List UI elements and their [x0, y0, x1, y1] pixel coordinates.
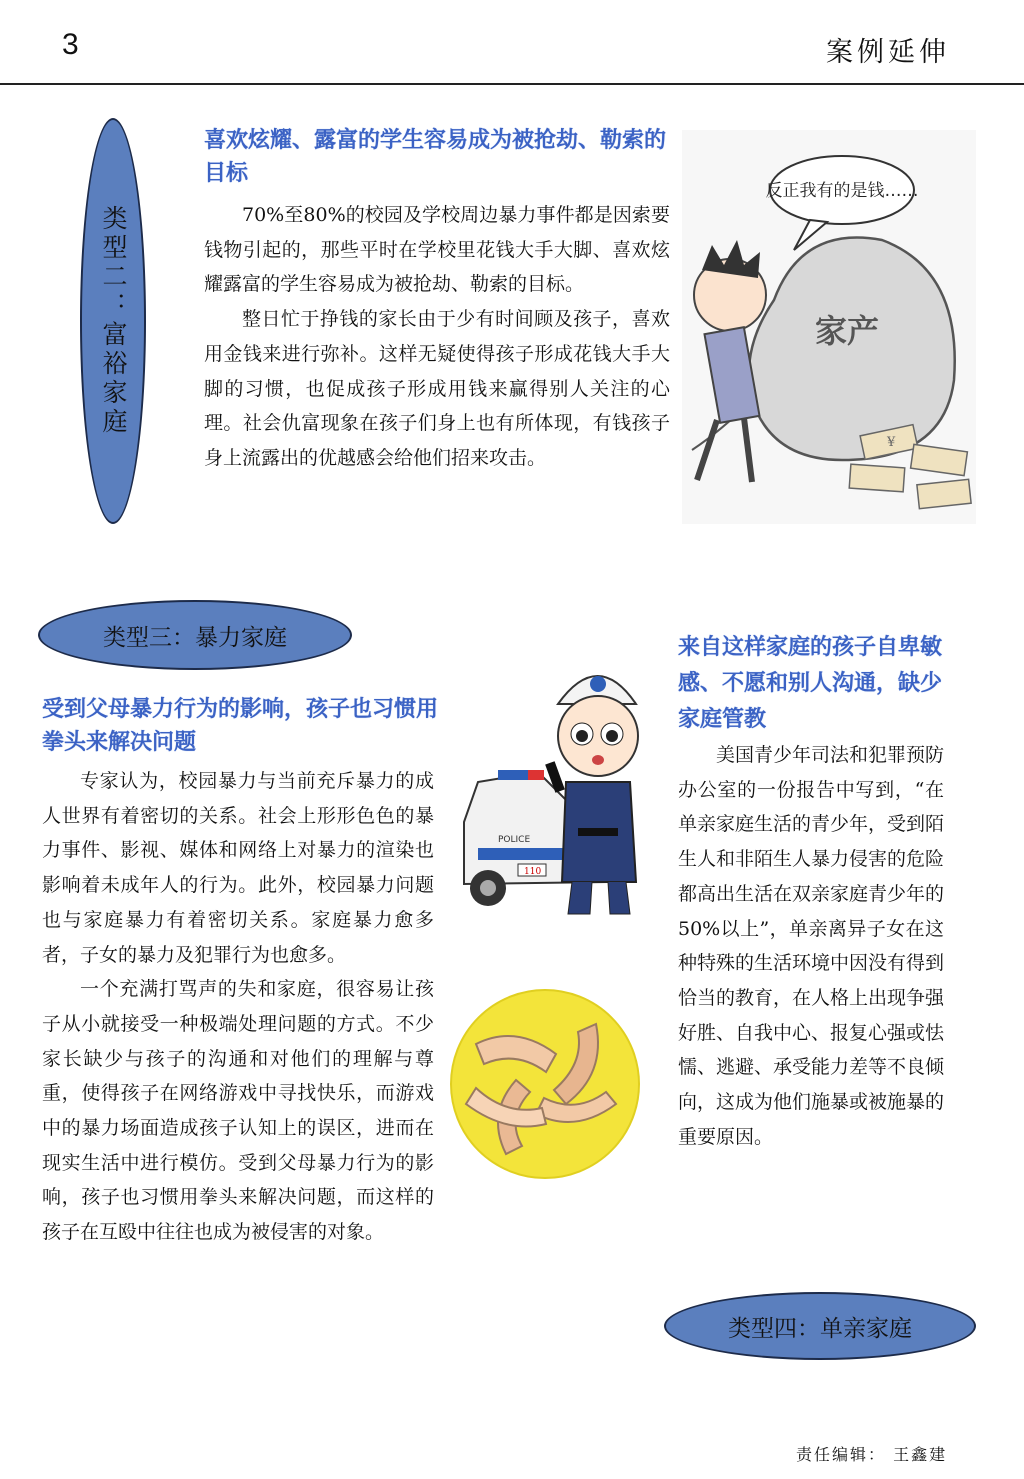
type4-heading: 来自这样家庭的孩子自卑敏感、不愿和别人沟通，缺少家庭管教 [678, 635, 943, 732]
type3-heading: 受到父母暴力行为的影响，孩子也习惯用拳头来解决问题 [42, 697, 439, 755]
police-car-text: POLICE [498, 835, 531, 845]
type2-label: 类型二：富裕家庭 [99, 205, 128, 437]
type4-body [678, 738, 944, 1154]
editor-credit: 责任编辑： 王鑫建 [796, 1445, 948, 1464]
type4-label: 类型四：单亲家庭 [728, 1315, 912, 1342]
type3-body [42, 764, 434, 1250]
type2-label-oval [80, 118, 146, 524]
joined-hands-image [446, 984, 644, 1184]
type2-heading: 喜欢炫耀、露富的学生容易成为被抢劫、勒索的目标 [204, 128, 667, 186]
police-cartoon [458, 652, 644, 920]
cartoon-bag-label: 家产 [814, 312, 880, 350]
type2-paragraph-2: 整日忙于挣钱的家长由于少有时间顾及孩子，喜欢用金钱来进行弥补。这样无疑使得孩子形成花钱大手大脚的习惯，也促成孩子形成用钱来赢得别人关注的心理。社会仇富现象在孩子们身上也有所体现，有钱孩子身上流露出的优越感会给他们招来攻击。 [204, 308, 670, 469]
type4-paragraph-1: 美国青少年司法和犯罪预防办公室的一份报告中写到，“在单亲家庭生活的青少年，受到陌生人和非陌生人暴力侵害的危险都高出生活在双亲家庭青少年的50%以上”，单亲离异子女在这种特殊的生活环境中因没有得到恰当的教育，在人格上出现争强好胜、自我中心、报复心强或怯懦、逃避、承受能力差等不良倾向，这成为他们施暴或被施暴的重要原因。 [678, 744, 945, 1148]
money-note-icon: ¥ [887, 435, 896, 450]
type2-paragraph-1: 70%至80%的校园及学校周边暴力事件都是因索要钱物引起的，那些平时在学校里花钱大手大脚、喜欢炫耀露富的学生容易成为被抢劫、勒索的目标。 [204, 204, 670, 296]
type2-body [204, 198, 670, 476]
type3-paragraph-2: 一个充满打骂声的失和家庭，很容易让孩子从小就接受一种极端处理问题的方式。不少家长缺少与孩子的沟通和对他们的理解与尊重，使得孩子在网络游戏中寻找快乐，而游戏中的暴力场面造成孩子认知上的误区，进而在现实生活中进行模仿。受到父母暴力行为的影响，孩子也习惯用拳头来解决问题，而这样的孩子在互殴中往往也成为被侵害的对象。 [42, 978, 434, 1244]
cartoon-speech-text: 反正我有的是钱…… [765, 181, 919, 201]
money-bag-cartoon [682, 130, 976, 524]
type3-paragraph-1: 专家认为，校园暴力与当前充斥暴力的成人世界有着密切的关系。社会上形形色色的暴力事件、影视、媒体和网络上对暴力的渲染也影响着未成年人的行为。此外，校园暴力问题也与家庭暴力有着密切关系。家庭暴力愈多者，子女的暴力及犯罪行为也愈多。 [42, 770, 434, 966]
header-divider [0, 83, 1024, 85]
police-car-plate: 110 [524, 867, 542, 877]
type3-label-oval [38, 600, 352, 670]
section-title: 案例延伸 [826, 37, 950, 68]
page-number: 3 [62, 28, 79, 61]
type4-label-oval [664, 1292, 976, 1360]
type3-label: 类型三：暴力家庭 [103, 624, 287, 651]
